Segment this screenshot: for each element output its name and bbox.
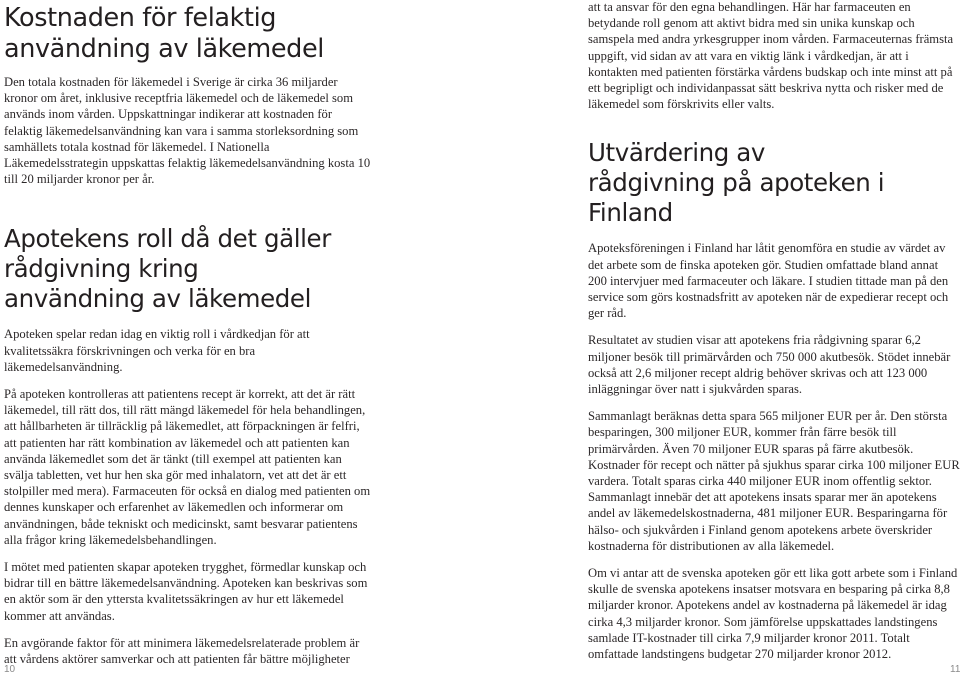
paragraph-prescription-control: På apoteken kontrolleras att patientens recept är korrekt, att det är rätt läkemedel, till rätt dos, till rätt mängd läkemedel för hela behandlingen, att hållbarheten är tillräcklig på läkemedlet, att förpackningen är felfri, att patienten har rätt kombination av läkemedel och att patienten kan använda läkemedlet som det är tänkt (till exempel att patienten kan svälja tabletten, vet hur hen ska gör med inhalatorn, vet att det är ett stolpiller med mera). Farmaceuten för också en dialog med patienten om dennes kunskaper och erfarenhet av läkemedlen och informerar om användningen, både tekniskt och medicinskt, samt besvarar patientens alla frågor kring läkemedelsbehandlingen. <box>4 387 371 547</box>
paragraph-study-results: Resultatet av studien visar att apotekens fria rådgivning sparar 6,2 miljoner besök till primärvården och 750 000 akutbesök. Stödet innebär också att 2,6 miljoner recept aldrig behöver skrivas och att 123 000 inläggningar över natt i sjukvården sparas. <box>588 333 951 397</box>
paragraph-swedish-estimate: Om vi antar att de svenska apoteken gör ett lika gott arbete som i Finland skulle de svenska apotekens insatser motsvara en besparing på cirka 8,8 miljarder kronor. Apotekens andel av kostnaderna på läkemedel är idag cirka 4,3 miljarder kronor. Som jämförelse uppskattades landstingens samlade IT-kostnader till cirka 7,9 miljarder kronor 2011. Totalt omfattade landstingens budgetar 270 miljarder kronor 2012. <box>588 566 958 662</box>
right-page <box>480 0 960 677</box>
paragraph-continued-responsibility: att ta ansvar för den egna behandlingen. Här har farmaceuten en betydande roll genom att aktivt bidra med sin unika kunskap och samspela med andra yrkesgrupper inom vården. Farmaceuternas främsta uppgift, vid sidan av att vara en viktig länk i vårdkedjan, är att i kontakten med patienten förstärka vårdens budskap och inte minst att på ett begripligt och individanpassat sätt beskriva nytta och risker med de läkemedel som förskrivits eller valts. <box>588 0 954 112</box>
paragraph-total-cost: Den totala kostnaden för läkemedel i Sverige är cirka 36 miljarder kronor om året, inklusive receptfria läkemedel och de läkemedel som används inom vården. Uppskattningar indikerar att kostnaden för felaktig läkemedelsanvändning kan vara i samma storleksordning som samhällets totala kostnad för läkemedel. I Nationella Läkemedelsstrategin uppskattas felaktig läkemedelsanvändning kosta 10 till 20 miljarder kronor per år. <box>4 75 371 187</box>
left-column <box>4 3 372 678</box>
paragraph-savings: Sammanlagt beräknas detta spara 565 miljoner EUR per år. Den största besparingen, 300 miljoner EUR, kommer från färre besök till primärvården. Även 70 miljoner EUR sparas på färre akutbesök. Kostnader för recept och nätter på sjukhus sparar cirka 100 miljoner EUR vardera. Totalt sparas cirka 440 miljoner EUR inom offentlig sektor. Sammanlagt innebär det att apotekens insats sparar mer än apotekens andel av läkemedelskostnaderna, 481 miljoner EUR. Besparingarna för hälso- och sjukvården i Finland genom apotekens arbete överskrider kostnaderna för distributionen av alla läkemedel. <box>588 409 960 553</box>
right-column <box>588 0 960 673</box>
heading-evaluation-finland: Utvärdering av rådgivning på apoteken i Finland <box>588 138 885 228</box>
paragraph-decisive-factor: En avgörande faktor för att minimera läkemedelsrelaterade problem är att vårdens aktörer samverkar och att patienten får bättre möjligheter <box>4 635 360 667</box>
page-number-left: 10 <box>4 664 16 675</box>
paragraph-pharmacy-role-intro: Apoteken spelar redan idag en viktig roll i vårdkedjan för att kvalitetssäkra förskrivningen och verka för en bra läkemedelsanvändning. <box>4 327 310 374</box>
paragraph-patient-meeting: I mötet med patienten skapar apoteken trygghet, förmedlar kunskap och bidrar till en bättre läkemedelsanvändning. Apoteken kan beskrivas som en aktör som är den yttersta kvalitetssäkringen av hur ett läkemedel kommer att användas. <box>4 560 368 623</box>
heading-cost-of-incorrect-use: Kostnaden för felaktig användning av läkemedel <box>4 3 324 64</box>
left-page <box>0 0 480 677</box>
paragraph-finland-study: Apoteksföreningen i Finland har låtit genomföra en studie av värdet av det arbete som de finska apoteken gör. Studien omfattade bland annat 200 intervjuer med farmaceuter och läkare. I studien tittade man på den service som görs kostnadsfritt av apoteken när de expedierar recept och ger råd. <box>588 241 949 321</box>
page-number-right: 11 <box>950 664 960 675</box>
heading-pharmacy-role: Apotekens roll då det gäller rådgivning kring användning av läkemedel <box>4 224 331 314</box>
